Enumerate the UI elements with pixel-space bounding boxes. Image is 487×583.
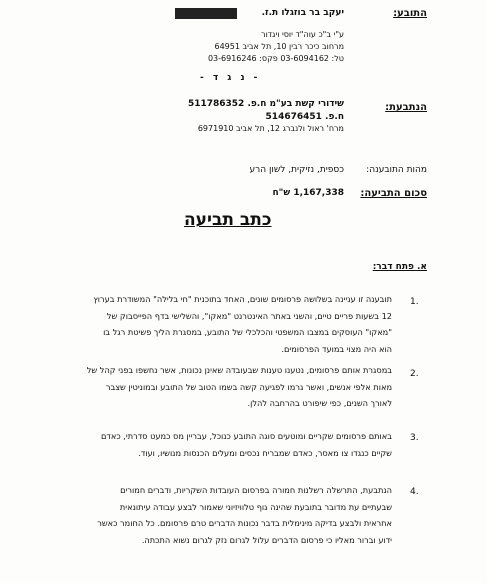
paragraph-line: 12 בשעות פריים טיים, והשני באתר האינטרנט "מאקו", והשלישי בדף הפייסבוק של bbox=[106, 310, 392, 321]
defendant-address: מרח' ראול ולנברג 12, תל אביב 6971910 bbox=[197, 124, 344, 133]
paragraph-2 bbox=[72, 362, 392, 412]
claim-amount-label: סכום התביעה: bbox=[360, 188, 427, 199]
plaintiff-name: יעקב בר בוזגלו ת.ז. bbox=[261, 8, 344, 18]
paragraph-line: הוא היה מצוי במועד הפרסומים. bbox=[281, 343, 392, 354]
versus-line: - נ ג ד - bbox=[200, 73, 261, 83]
paragraph-number: 3. bbox=[410, 433, 419, 443]
defendant-label: הנתבעת: bbox=[385, 102, 427, 113]
paragraph-4 bbox=[72, 482, 392, 548]
plaintiff-lawyers: ע"י ב"כ עוה"ד יוסי ויגדור bbox=[261, 30, 344, 39]
paragraph-number: 4. bbox=[410, 487, 419, 497]
paragraph-number: 2. bbox=[410, 369, 419, 379]
defendant-name: שידורי קשת בע"מ ח.פ. 511786352 bbox=[187, 99, 344, 109]
paragraph-line: "מאקו" העוסקים במצבו המשפטי והכלכלי של התובע, במסגרת הליך פשיטת רגל בו bbox=[103, 327, 392, 337]
paragraph-line: במסגרת אותם פרסומים, נטענו טענות שבעובדה שאינן נכונות, אשר נחשפו בפני קהל של bbox=[86, 365, 392, 375]
claim-nature-label: מהות התובענה: bbox=[366, 165, 427, 175]
paragraph-line: אחראית ולבצע בדיקה מינימלית בדבר נכונות הדברים טרם פרסומם. כל החומר כאשר bbox=[97, 518, 392, 528]
paragraph-line: מאות אלפי אנשים, ואשר גרמו לפגיעה קשה בשמו הטוב של התובע ובמוניטין שצבר bbox=[105, 381, 392, 392]
claim-nature-value: כספית, נזיקית, לשון הרע bbox=[249, 165, 344, 175]
paragraph-line: הנתבעת, התרשלה רשלנות חמורה בפרסום העובדות השקריות, ודברים חמורים bbox=[120, 485, 392, 495]
paragraph-number: 1. bbox=[410, 297, 419, 307]
paragraph-line: ידוע וברור מאליו כי פרסום הדברים עלול לגרום נזק לגרום נשוא התכתה. bbox=[141, 534, 392, 545]
section-a-heading: א. פתח דבר: bbox=[372, 262, 427, 272]
defendant-id2: ח.פ. 514676451 bbox=[265, 112, 344, 122]
paragraph-line: באותם פרסומים שקריים ומוטעים סוגה התובע כנוכל, עבריין מס כמעט סדרתי, כאדם bbox=[100, 431, 392, 441]
paragraph-line: שקיים כנגדו צו מאסר, כאדם שמבריח נכסים ומעלים הכנסות מנושיו, ועוד. bbox=[138, 447, 392, 458]
paragraph-line: שבעתיים עת מדובר בתובעת שהינה גוף טלוויזיוני שאמור לבצע עבודה עיתונאית bbox=[119, 501, 392, 512]
plaintiff-phone-fax: טל: 03-6094162 פקס: 03-6916246 bbox=[207, 54, 344, 63]
paragraph-3 bbox=[72, 428, 392, 461]
plaintiff-label: התובע: bbox=[393, 8, 427, 19]
claim-amount-value: 1,167,338 ש"ח bbox=[272, 188, 344, 198]
paragraph-line: לאורך השנים, כפי שיפורט בהרחבה להלן. bbox=[247, 398, 392, 408]
paragraph-1 bbox=[72, 291, 392, 357]
document-title: כתב תביעה bbox=[184, 210, 272, 230]
paragraph-line: תובענה זו עניינה בשלושה פרסומים שונים, האחד בתוכנית "חי בלילה" המשודרת בערוץ bbox=[93, 294, 392, 304]
plaintiff-address: מרחוב כיכר רבין 10, תל אביב 64951 bbox=[214, 42, 344, 51]
redacted-id bbox=[175, 8, 237, 19]
